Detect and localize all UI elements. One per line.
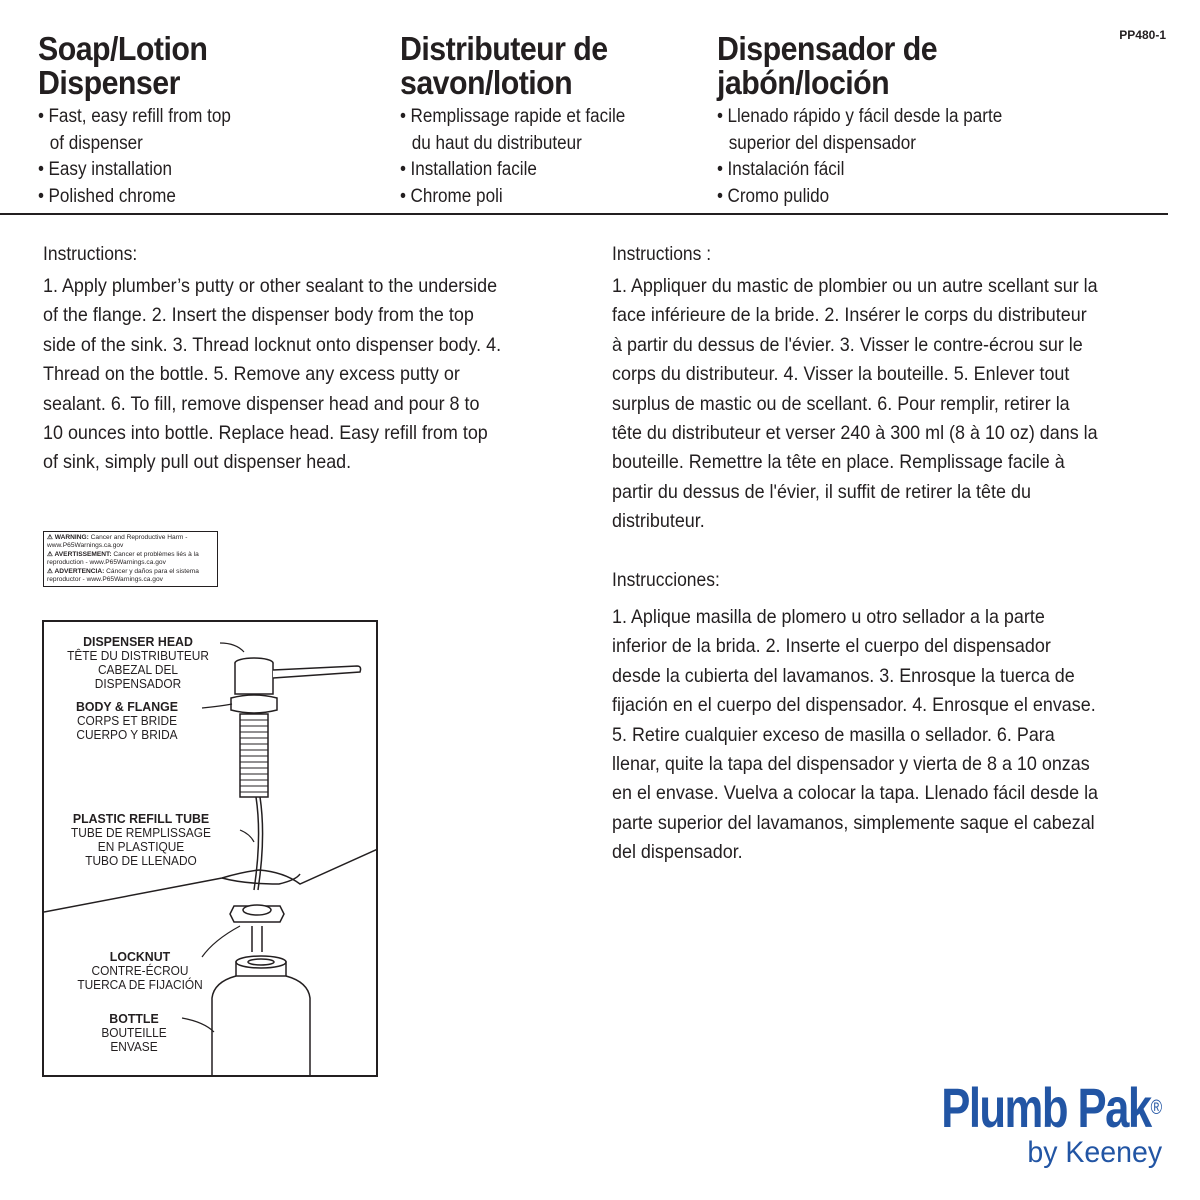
feature-item: • Polished chrome [38,184,245,211]
label-bottle: BOTTLE BOUTEILLE ENVASE [101,1011,167,1054]
title-en-line1: Soap/Lotion [38,30,208,67]
features-es [717,104,1014,210]
feature-item: • Chrome poli [400,184,634,211]
warning-en: ⚠ WARNING: Cancer and Reproductive Harm - www.P65Warnings.ca.gov [47,534,188,549]
prop65-warning [43,531,218,587]
feature-item: • Instalación fácil [717,157,1014,184]
feature-item: • Installation facile [400,157,634,184]
title-fr-line2: savon/lotion [400,64,573,101]
instructions-fr-body: 1. Appliquer du mastic de plombier ou un autre scellant sur la face inférieure de la bride. 2. Insérer le corps du distributeur à partir du dessus de l'évier. 3. Visser le contre-écrou sur le corps du distributeur. 4. Visser la bouteille. 5. Enlever tout surplus de mastic ou de scellant. 6. Pour remplir, retirer la tête du distributeur et verser 240 à 300 ml (8 à 10 oz) dans la bouteille. Remettre la tête en place. Remplissage facile à partir du dessus de l'évier, il suffit de retirer la tête du distributeur. [612,275,1098,533]
feature-item: • Cromo pulido [717,184,1014,211]
title-en-line2: Dispenser [38,64,180,101]
warning-fr: ⚠ AVERTISSEMENT: Cancer et problèmes liés à la reproduction - www.P65Warnings.ca.gov [47,550,199,566]
title-es [717,32,937,100]
warning-es: ⚠ ADVERTENCIA: Cáncer y daños para el sistema reproductor - www.P65Warnings.ca.gov [47,567,199,583]
logo-byline: by Keeney [1027,1136,1162,1169]
features-en [38,104,245,210]
title-es-line2: jabón/loción [717,64,890,101]
feature-item: • Remplissage rapide et facile du haut du distributeur [400,104,634,157]
feature-item: • Llenado rápido y fácil desde la parte superior del dispensador [717,104,1014,157]
instructions-en-body: 1. Apply plumber’s putty or other sealant to the underside of the flange. 2. Insert the dispenser body from the top side of the sink. 3. Thread locknut onto dispenser body. 4. Thread on the bottle. 5. Remove any excess putty or sealant. 6. To fill, remove dispenser head and pour 8 to 10 ounces into bottle. Replace head. Easy refill from top of sink, simply pull out dispenser head. [43,275,502,474]
logo-wordmark: Plumb Pak® [941,1076,1162,1139]
instructions-es-body: 1. Aplique masilla de plomero u otro sellador a la parte inferior de la brida. 2. Inserte el cuerpo del dispensador desde la cubierta del lavamanos. 3. Enrosque la tuerca de fijación en el cuerpo del dispensador. 4. Enrosque el envase. 5. Retire cualquier exceso de masilla o sellador. 6. Para llenar, quite la tapa del dispensador y vierta de 8 a 10 onzas en el envase. Vuelva a colocar la tapa. Llenado fácil desde la parte superior del lavamanos, simplemente saque el cabezal del dispensador. [612,606,1099,864]
feature-item: • Easy installation [38,157,245,184]
features-fr [400,104,634,210]
parts-diagram [42,620,378,1077]
plumbpak-logo [879,1078,1162,1170]
title-en [38,32,207,100]
title-fr-line1: Distributeur de [400,30,608,67]
title-es-line1: Dispensador de [717,30,938,67]
feature-item: • Fast, easy refill from top of dispenser [38,104,245,157]
header-divider [0,213,1168,215]
label-locknut: LOCKNUT CONTRE-ÉCROU TUERCA DE FIJACIÓN [77,949,203,992]
instructions-es-heading: Instrucciones: [612,570,720,591]
instructions-fr-heading: Instructions : [612,244,712,265]
label-dispenser-head: DISPENSER HEAD TÊTE DU DISTRIBUTEUR CABEZAL DEL DISPENSADOR [67,634,209,691]
label-refill-tube: PLASTIC REFILL TUBE TUBE DE REMPLISSAGE EN PLASTIQUE TUBO DE LLENADO [71,811,211,868]
product-code: PP480-1 [1119,28,1166,42]
title-fr [400,32,608,100]
label-body-flange: BODY & FLANGE CORPS ET BRIDE CUERPO Y BRIDA [75,699,179,742]
instructions-en-heading: Instructions: [43,244,138,265]
